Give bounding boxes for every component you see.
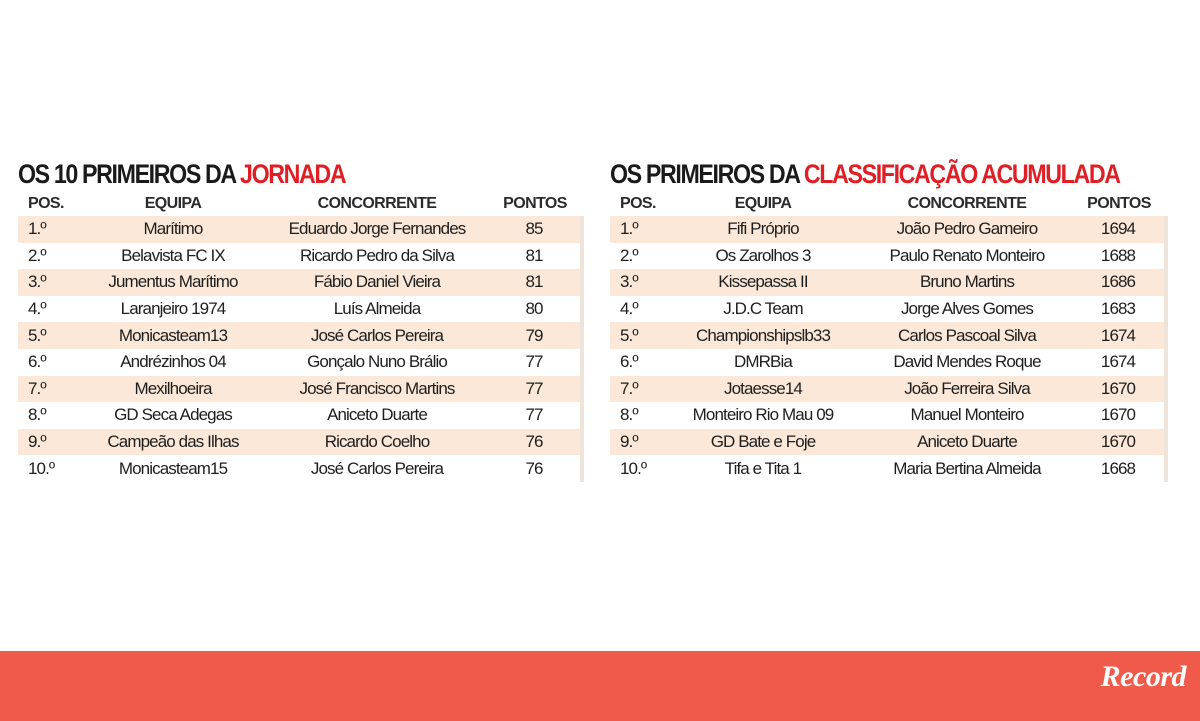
cell-pos: 10.º — [18, 455, 80, 482]
header-player: CONCORRENTE — [317, 195, 437, 212]
cell-points: 1674 — [1072, 349, 1166, 376]
jornada-title — [18, 156, 503, 192]
cell-points: 1674 — [1072, 322, 1166, 349]
cell-pos: 8.º — [610, 402, 664, 429]
jornada-panel — [18, 156, 582, 482]
cell-pos: 5.º — [18, 322, 80, 349]
cell-points: 1670 — [1072, 402, 1166, 429]
cell-pos: 6.º — [18, 349, 80, 376]
cell-player: Ricardo Coelho — [266, 429, 488, 456]
cell-team: J.D.C Team — [664, 296, 862, 323]
cell-player: Carlos Pascoal Silva — [862, 322, 1072, 349]
cell-team: Jotaesse14 — [664, 376, 862, 403]
cell-team: DMRBia — [664, 349, 862, 376]
table-row — [610, 322, 1166, 349]
table-row — [18, 429, 582, 456]
table-row — [610, 269, 1166, 296]
cell-team: Andrézinhos 04 — [80, 349, 266, 376]
cell-pos: 3.º — [18, 269, 80, 296]
acumulada-title-prefix: OS PRIMEIROS DA — [610, 159, 804, 189]
cell-points: 81 — [488, 243, 582, 270]
cell-player: Eduardo Jorge Fernandes — [266, 216, 488, 243]
table-row — [18, 269, 582, 296]
cell-player: Ricardo Pedro da Silva — [266, 243, 488, 270]
cell-player: Aniceto Duarte — [862, 429, 1072, 456]
acumulada-title-accent: CLASSIFICAÇÃO ACUMULADA — [803, 159, 1120, 189]
cell-pos: 9.º — [18, 429, 80, 456]
cell-team: Monicasteam15 — [80, 455, 266, 482]
cell-pos: 1.º — [18, 216, 80, 243]
table-header-row — [18, 192, 582, 216]
table-row — [18, 243, 582, 270]
cell-points: 1688 — [1072, 243, 1166, 270]
cell-player: Fábio Daniel Vieira — [266, 269, 488, 296]
table-row — [610, 216, 1166, 243]
table-row — [610, 402, 1166, 429]
cell-points: 1694 — [1072, 216, 1166, 243]
cell-team: Jumentus Marítimo — [80, 269, 266, 296]
cell-pos: 1.º — [610, 216, 664, 243]
cell-team: Laranjeiro 1974 — [80, 296, 266, 323]
cell-team: Monicasteam13 — [80, 322, 266, 349]
cell-player: João Ferreira Silva — [862, 376, 1072, 403]
cell-pos: 2.º — [610, 243, 664, 270]
header-points: PONTOS — [503, 195, 567, 212]
table-row — [18, 296, 582, 323]
cell-player: Maria Bertina Almeida — [862, 455, 1072, 482]
cell-points: 77 — [488, 402, 582, 429]
cell-team: Tifa e Tita 1 — [664, 455, 862, 482]
cell-team: Marítimo — [80, 216, 266, 243]
cell-player: João Pedro Gameiro — [862, 216, 1072, 243]
cell-points: 77 — [488, 376, 582, 403]
table-row — [610, 429, 1166, 456]
table-row — [18, 349, 582, 376]
cell-pos: 5.º — [610, 322, 664, 349]
cell-team: Monteiro Rio Mau 09 — [664, 402, 862, 429]
cell-pos: 2.º — [18, 243, 80, 270]
cell-pos: 3.º — [610, 269, 664, 296]
cell-pos: 7.º — [610, 376, 664, 403]
cell-points: 1670 — [1072, 429, 1166, 456]
cell-player: Paulo Renato Monteiro — [862, 243, 1072, 270]
cell-points: 1668 — [1072, 455, 1166, 482]
cell-points: 1670 — [1072, 376, 1166, 403]
cell-pos: 7.º — [18, 376, 80, 403]
table-row — [18, 402, 582, 429]
cell-points: 76 — [488, 429, 582, 456]
cell-team: Championshipslb33 — [664, 322, 862, 349]
cell-points: 80 — [488, 296, 582, 323]
table-row — [18, 216, 582, 243]
cell-points: 79 — [488, 322, 582, 349]
cell-points: 1686 — [1072, 269, 1166, 296]
header-team: EQUIPA — [734, 195, 792, 212]
cell-player: Manuel Monteiro — [862, 402, 1072, 429]
cell-team: Kissepassa II — [664, 269, 862, 296]
cell-player: Luís Almeida — [266, 296, 488, 323]
table-row — [18, 376, 582, 403]
acumulada-title — [610, 156, 1120, 192]
cell-player: Jorge Alves Gomes — [862, 296, 1072, 323]
cell-pos: 8.º — [18, 402, 80, 429]
cell-team: Mexilhoeira — [80, 376, 266, 403]
cell-team: Belavista FC IX — [80, 243, 266, 270]
cell-pos: 6.º — [610, 349, 664, 376]
table-row — [610, 296, 1166, 323]
jornada-title-prefix: OS 10 PRIMEIROS DA — [18, 159, 241, 189]
cell-team: Campeão das Ilhas — [80, 429, 266, 456]
cell-points: 76 — [488, 455, 582, 482]
record-logo: Record — [1100, 660, 1186, 693]
cell-player: Bruno Martins — [862, 269, 1072, 296]
cell-team: Os Zarolhos 3 — [664, 243, 862, 270]
cell-points: 1683 — [1072, 296, 1166, 323]
cell-pos: 4.º — [18, 296, 80, 323]
cell-pos: 10.º — [610, 455, 664, 482]
cell-points: 77 — [488, 349, 582, 376]
table-row — [610, 349, 1166, 376]
header-points: PONTOS — [1087, 195, 1151, 212]
table-row — [610, 376, 1166, 403]
cell-team: GD Bate e Foje — [664, 429, 862, 456]
acumulada-panel — [610, 156, 1166, 482]
cell-points: 85 — [488, 216, 582, 243]
acumulada-table — [610, 192, 1168, 482]
cell-team: Fifi Próprio — [664, 216, 862, 243]
cell-player: José Francisco Martins — [266, 376, 488, 403]
cell-player: Aniceto Duarte — [266, 402, 488, 429]
cell-pos: 9.º — [610, 429, 664, 456]
cell-team: GD Seca Adegas — [80, 402, 266, 429]
cell-player: José Carlos Pereira — [266, 455, 488, 482]
table-header-row — [610, 192, 1166, 216]
table-row — [610, 455, 1166, 482]
jornada-table — [18, 192, 584, 482]
cell-player: José Carlos Pereira — [266, 322, 488, 349]
header-team: EQUIPA — [144, 195, 202, 212]
cell-player: Gonçalo Nuno Brálio — [266, 349, 488, 376]
table-row — [610, 243, 1166, 270]
cell-player: David Mendes Roque — [862, 349, 1072, 376]
footer-bar — [0, 651, 1200, 721]
table-row — [18, 322, 582, 349]
jornada-title-accent: JORNADA — [240, 159, 346, 189]
header-pos: POS. — [620, 195, 656, 212]
header-player: CONCORRENTE — [907, 195, 1027, 212]
cell-points: 81 — [488, 269, 582, 296]
cell-pos: 4.º — [610, 296, 664, 323]
header-pos: POS. — [28, 195, 64, 212]
table-row — [18, 455, 582, 482]
